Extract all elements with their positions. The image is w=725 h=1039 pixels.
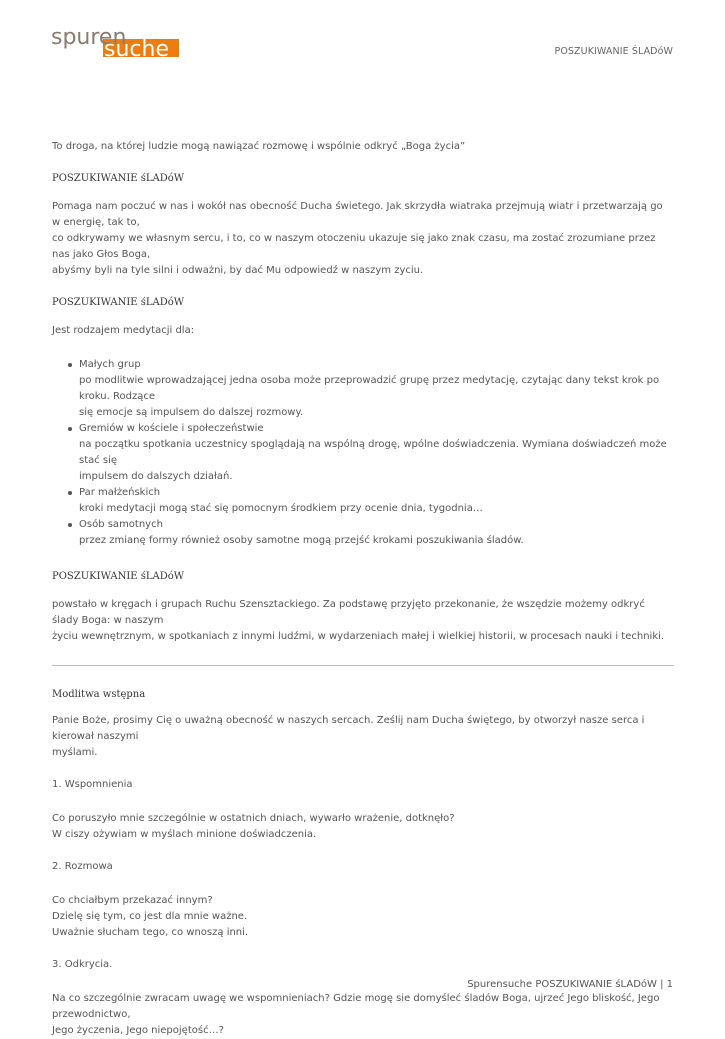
spurensuche-logo (51, 24, 181, 58)
section-heading: POSZUKIWANIE śLADóW (52, 571, 185, 582)
step-text (52, 811, 674, 843)
list-item-desc: po modlitwie wprowadzającej jedna osoba może przeprowadzić grupę przez medytację, czytając dany tekst krok po kroku. Rodzące (79, 375, 660, 402)
text-line: Co chciałbym przekazać innym? (52, 895, 213, 906)
list-item (52, 357, 674, 421)
header-title: POSZUKIWANIE ŚLADóW (554, 46, 673, 57)
text-line: abyśmy byli na tyle silni i odważni, by dać Mu odpowiedź w naszym zyciu. (52, 265, 424, 276)
document-body (52, 139, 674, 1039)
text-line: myślami. (52, 747, 98, 758)
text-line: co odkrywamy we własnym sercu, i to, co w naszym otoczeniu ukazuje się jako znak czasu, ma zostać zrozumiane przez nas jako Głos Boga, (52, 233, 656, 260)
text-line: Na co szczególnie zwracam uwagę we wspomnieniach? Gdzie mogę sie domyśleć śladów Boga, ujrzeć Jego bliskość, Jego przewodnictwo, (52, 993, 660, 1020)
step-title: 1. Wspomnienia (52, 779, 133, 790)
list-item-desc: kroki medytacji mogą stać się pomocnym środkiem przy ocenie dnia, tygodnia… (79, 503, 483, 514)
list-item-title: Osób samotnych (79, 519, 163, 530)
step-title: 3. Odkrycia. (52, 959, 113, 970)
list-item (52, 517, 674, 549)
prayer-text (52, 713, 674, 761)
list-item-desc: na początku spotkania uczestnicy spoglądają na wspólną drogę, wpólne doświadczenia. Wymiana doświadczeń może stać się (79, 439, 667, 466)
text-line: życiu wewnętrznym, w spotkaniach z innymi ludźmi, w wydarzeniach małej i wielkiej historii, w procesach nauki i techniki. (52, 631, 665, 642)
list-item-desc: się emocje są impulsem do dalszej rozmowy. (79, 407, 304, 418)
text-line: Panie Boże, prosimy Cię o uważną obecność w naszych sercach. Ześlij nam Ducha świętego, by otworzył nasze serca i kierował naszymi (52, 715, 645, 742)
logo-text-top: spuren (51, 25, 127, 50)
list-item (52, 421, 674, 485)
text-line: Pomaga nam poczuć w nas i wokół nas obecność Ducha świetego. Jak skrzydła wiatraka przejmują wiatr i przetwarzają go w energię, tak to, (52, 201, 663, 228)
intro-text: To droga, na której ludzie mogą nawiązać rozmowę i wspólnie odkryć „Boga życia” (52, 141, 466, 152)
step-text (52, 991, 674, 1039)
list-item-title: Gremiów w kościele i społeczeństwie (79, 423, 264, 434)
text-line: W ciszy ożywiam w myślach minione doświadczenia. (52, 829, 317, 840)
list-item-title: Małych grup (79, 359, 141, 370)
list-item (52, 485, 674, 517)
prayer-heading: Modlitwa wstępna (52, 689, 146, 700)
section-heading: POSZUKIWANIE śLADóW (52, 173, 185, 184)
list-item-title: Par małżeńskich (79, 487, 161, 498)
list-item-desc: impulsem do dalszych działań. (79, 471, 233, 482)
meditation-audience-list (52, 357, 674, 549)
text-line: Co poruszyło mnie szczególnie w ostatnich dniach, wywarło wrażenie, dotknęło? (52, 813, 455, 824)
text-line: Dzielę się tym, co jest dla mnie ważne. (52, 911, 248, 922)
text-line: Jego życzenia, Jego niepojętość…? (52, 1025, 224, 1036)
section-lead: Jest rodzajem medytacji dla: (52, 325, 195, 336)
text-line: powstało w kręgach i grupach Ruchu Szensztackiego. Za podstawę przyjęto przekonanie, że wszędzie możemy odkryć ślady Boga: w naszym (52, 599, 645, 626)
page-footer: Spurensuche POSZUKIWANIE śLADóW | 1 (467, 979, 673, 990)
section-paragraph (52, 199, 674, 279)
list-item-desc: przez zmianę formy również osoby samotne mogą przejść krokami poszukiwania śladów. (79, 535, 524, 546)
logo-text-bottom: suche (104, 37, 169, 58)
section-paragraph (52, 597, 674, 645)
text-line: Uważnie słucham tego, co wnoszą inni. (52, 927, 249, 938)
step-title: 2. Rozmowa (52, 861, 113, 872)
section-heading: POSZUKIWANIE śLADóW (52, 297, 185, 308)
step-text (52, 893, 674, 941)
